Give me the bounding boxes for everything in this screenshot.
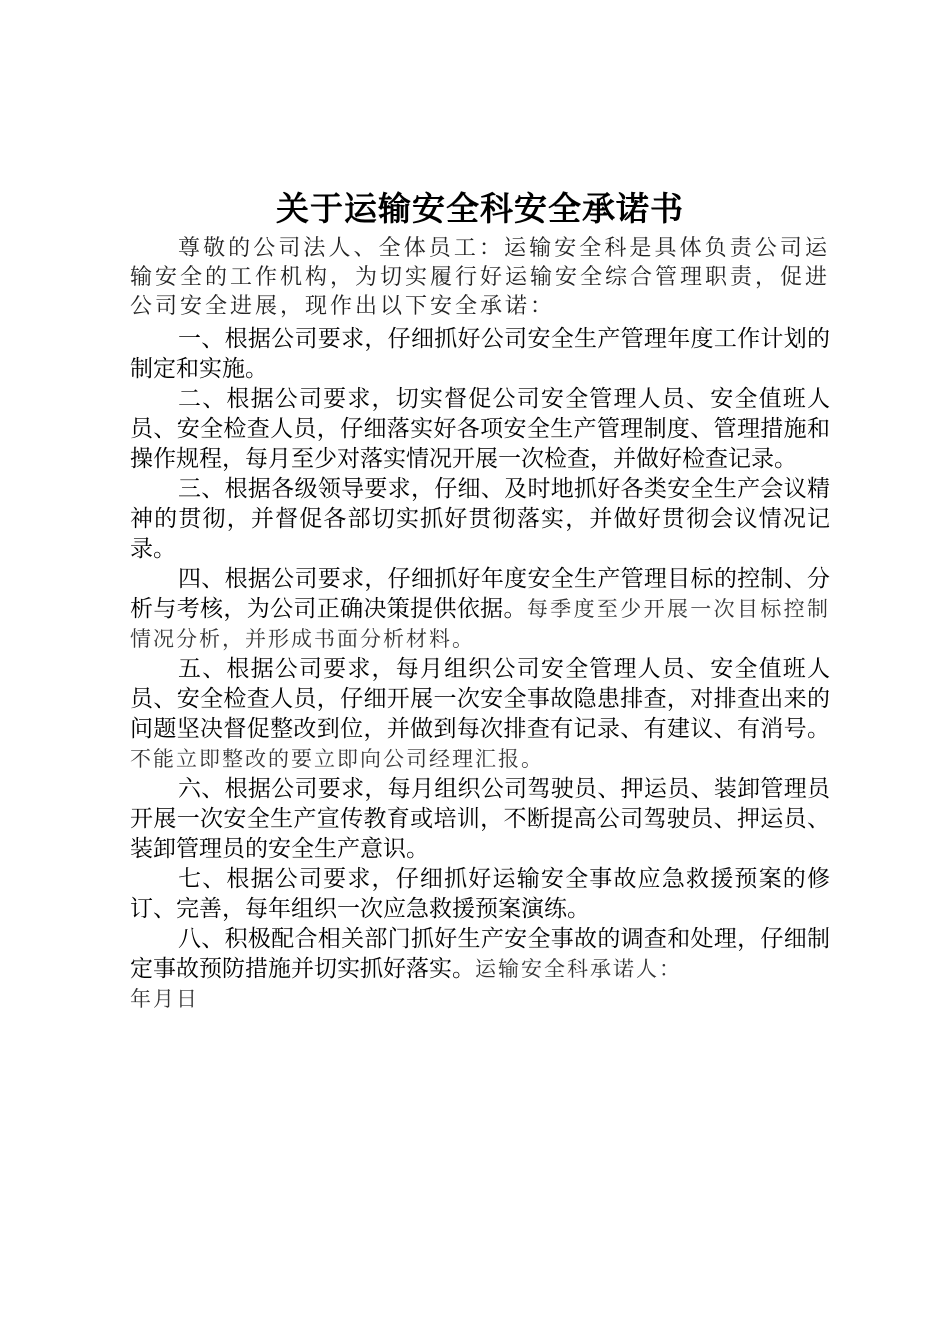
commitment-note: 每季度至少开展一次目标控制情况分析，并形成书面分析材料。	[130, 597, 831, 651]
commitment-item-1	[130, 324, 830, 384]
commitment-text: 一、根据公司要求，仔细抓好公司安全生产管理年度工作计划的制定和实施。	[130, 326, 830, 382]
commitment-item-8	[130, 924, 830, 984]
commitment-text: 五、根据公司要求，每月组织公司安全管理人员、安全值班人员、安全检查人员，仔细开展一次安全事故隐患排查，对排查出来的问题坚决督促整改到位，并做到每次排查有记录、有建议、有消号。	[130, 656, 830, 742]
commitment-item-2	[130, 384, 830, 474]
commitment-note: 不能立即整改的要立即向公司经理汇报。	[130, 747, 544, 771]
commitment-item-6	[130, 774, 830, 864]
commitment-text: 四、根据公司要求，仔细抓好年度安全生产管理目标的控制、分析与考核，为公司正确决策提供依据。	[130, 566, 830, 622]
commitment-text: 七、根据公司要求，仔细抓好运输安全事故应急救援预案的修订、完善，每年组织一次应急救援预案演练。	[130, 866, 830, 922]
commitment-text: 六、根据公司要求，每月组织公司驾驶员、押运员、装卸管理员开展一次安全生产宣传教育或培训，不断提高公司驾驶员、押运员、装卸管理员的安全生产意识。	[130, 776, 830, 862]
signatory-label: 运输安全科承诺人：	[475, 957, 682, 981]
commitment-text: 三、根据各级领导要求，仔细、及时地抓好各类安全生产会议精神的贯彻，并督促各部切实抓好贯彻落实，并做好贯彻会议情况记录。	[130, 476, 830, 562]
date-line: 年月日	[130, 987, 199, 1011]
commitment-text: 八、积极配合相关部门抓好生产安全事故的调查和处理，仔细制定事故预防措施并切实抓好落实。	[130, 926, 830, 982]
document-page	[130, 186, 830, 1014]
commitment-item-7	[130, 864, 830, 924]
intro-paragraph: 尊敬的公司法人、全体员工：运输安全科是具体负责公司运输安全的工作机构，为切实履行好运输安全综合管理职责，促进公司安全进展，现作出以下安全承诺：	[130, 236, 831, 319]
commitment-item-3	[130, 474, 830, 564]
commitment-item-4	[130, 564, 830, 654]
commitment-item-5	[130, 654, 830, 774]
document-title: 关于运输安全科安全承诺书	[276, 189, 684, 228]
commitment-text: 二、根据公司要求，切实督促公司安全管理人员、安全值班人员、安全检查人员，仔细落实好各项安全生产管理制度、管理措施和操作规程，每月至少对落实情况开展一次检查，并做好检查记录。	[130, 386, 830, 472]
